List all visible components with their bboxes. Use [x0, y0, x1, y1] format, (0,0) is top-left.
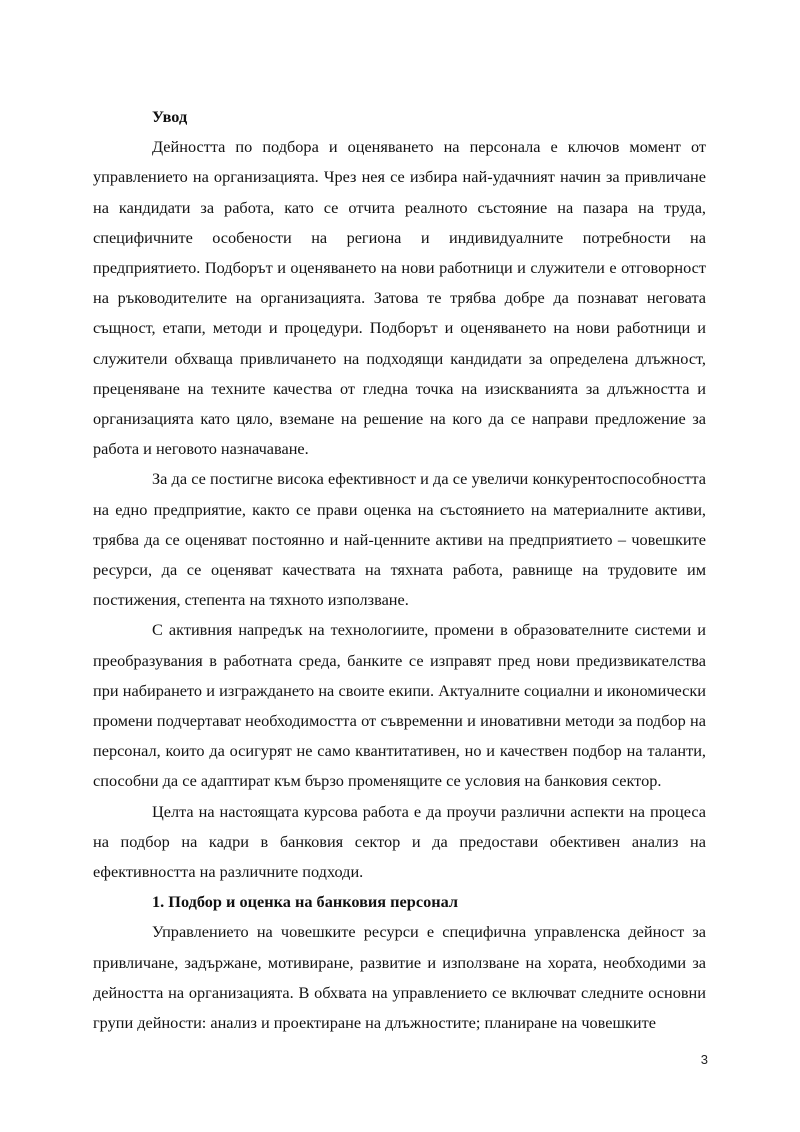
intro-paragraph-2: За да се постигне висока ефективност и да се увеличи конкурентоспособността на едно предприятие, както се прави оценка на състоянието на материалните активи, трябва да се оценяват постоянно и най-ценните активи на предприятието – човешките ресурси, да се оценяват качествата на тяхната работа, равнище на трудовите им постижения, степента на тяхното използване.	[93, 469, 706, 610]
intro-heading: Увод	[152, 107, 188, 126]
section-1-paragraph-1: Управлението на човешките ресурси е специфична управленска дейност за привличане, задържане, мотивиране, развитие и използване на хората, необходими за дейността на организацията. В обхвата на управлението се включват следните основни групи дейности: анализ и проектиране на длъжностите; планиране на човешките	[93, 922, 706, 1033]
section-1-heading: 1. Подбор и оценка на банковия персонал	[152, 892, 459, 912]
intro-paragraph-1: Дейността по подбора и оценяването на персонала е ключов момент от управлението на организацията. Чрез нея се избира най-удачният начин за привличане на кандидати за работа, като се отчита реалното състояние на пазара на труда, специфичните особености на региона и индивидуалните потребности на предприятието. Подборът и оценяването на нови работници и служители е отговорност на ръководителите на организацията. Затова те трябва добре да познават неговата същност, етапи, методи и процедури. Подборът и оценяването на нови работници и служители обхваща привличането на подходящи кандидати за определена длъжност, преценяване на техните качества от гледна точка на изискванията за длъжността и организацията като цяло, вземане на решение на кого да се направи предложение за работа и неговото назначаване.	[93, 137, 706, 459]
intro-paragraph-3: С активния напредък на технологиите, промени в образователните системи и преобразувания в работната среда, банките се изправят пред нови предизвикателства при набирането и изграждането на своите екипи. Актуалните социални и икономически промени подчертават необходимостта от съвременни и иновативни методи за подбор на персонал, които да осигурят не само квантитативен, но и качествен подбор на таланти, способни да се адаптират към бързо променящите се условия на банковия сектор.	[93, 620, 706, 791]
intro-paragraph-4: Целта на настоящата курсова работа е да проучи различни аспекти на процеса на подбор на кадри в банковия сектор и да предостави обективен анализ на ефективността на различните подходи.	[93, 801, 706, 882]
page-number: 3	[700, 1052, 708, 1067]
page-content	[93, 102, 706, 1038]
